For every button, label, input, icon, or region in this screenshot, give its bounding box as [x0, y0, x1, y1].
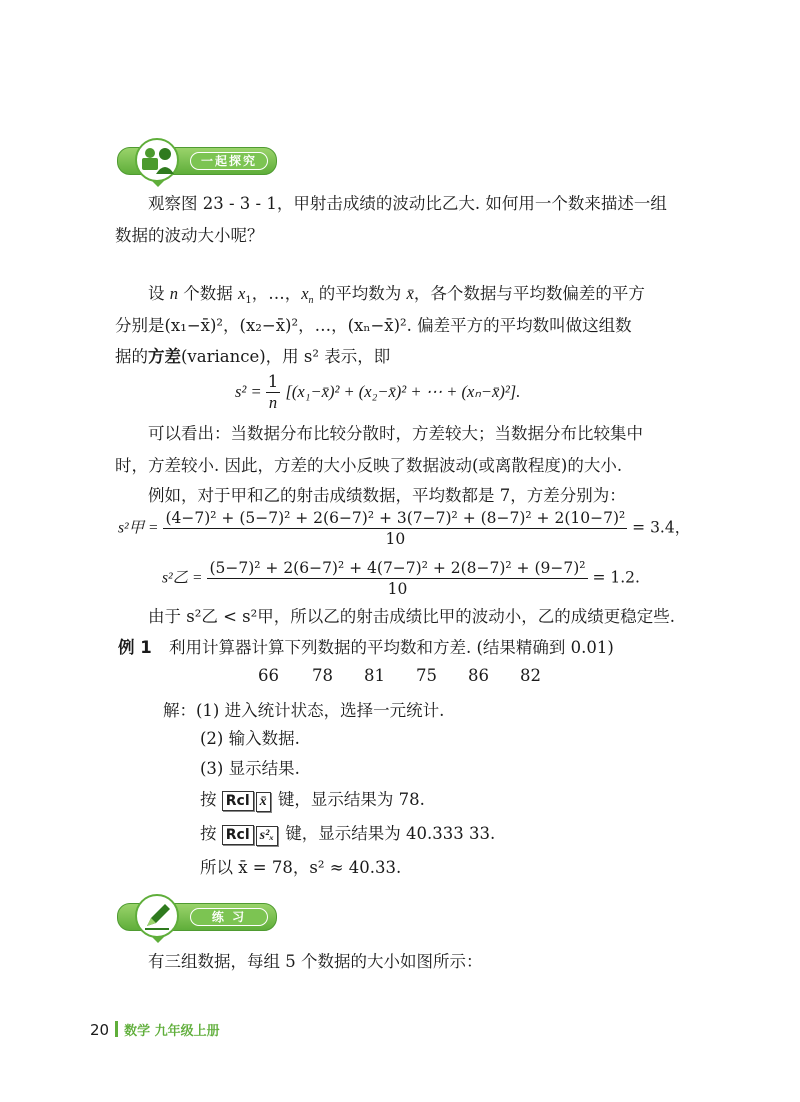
banner-label: 练 习 — [190, 908, 268, 926]
observation-line-2: 时，方差较小. 因此，方差的大小反映了数据波动(或离散程度)的大小. — [115, 456, 623, 475]
solution-step-3: (3) 显示结果. — [200, 759, 300, 778]
solution-step-1: 解：(1) 进入统计状态，选择一元统计. — [163, 701, 445, 720]
practice-text: 有三组数据，每组 5 个数据的大小如图所示： — [148, 952, 483, 971]
page-number: 20 — [90, 1021, 110, 1039]
data-value: 86 — [468, 666, 489, 685]
rcl-key: Rcl — [222, 791, 254, 811]
banner-label: 一起探究 — [190, 152, 268, 170]
data-value: 82 — [520, 666, 541, 685]
example-text: 利用计算器计算下列数据的平均数和方差. (结果精确到 0.01) — [168, 638, 614, 657]
variance-calc-jia: s²甲 = $\frac{\text{(4−7)² + (5−7)² + 2(6−7)² + 3(7−7)² + (8−7)² + 2(10−7)²}}{10}$ = 3.4， — [118, 509, 691, 548]
definition-line-2: 分别是(x₁−x̄)²，(x₂−x̄)²，…，(xₙ−x̄)². 偏差平方的平均数叫做这组数 — [115, 316, 632, 335]
rcl-key: Rcl — [222, 825, 254, 845]
variance-calc-yi: s²乙 = $\frac{\text{(5−7)² + 2(6−7)² + 4(7−7)² + 2(8−7)² + (9−7)²}}{10}$ = 1.2. — [162, 559, 640, 598]
pencil-icon — [135, 894, 179, 938]
solution-step-2: (2) 输入数据. — [200, 729, 300, 748]
definition-line-3: 据的方差(variance)，用 s² 表示，即 — [115, 347, 391, 366]
page-footer — [90, 1020, 220, 1039]
intro-line-1: 观察图 23 - 3 - 1，甲射击成绩的波动比乙大. 如何用一个数来描述一组 — [148, 194, 667, 213]
data-value: 75 — [416, 666, 437, 685]
variance-formula: s² = $\frac{1}{n}$ [(x₁−x̄)² + (x₂−x̄)² + ⋯ + (xₙ−x̄)²]. — [235, 372, 521, 412]
banner-pointer — [151, 180, 165, 187]
conclusion: 由于 s²乙 < s²甲，所以乙的射击成绩比甲的波动小，乙的成绩更稳定些. — [148, 607, 675, 626]
explore-banner — [117, 140, 277, 180]
solution-final: 所以 x̄ = 78，s² ≈ 40.33. — [200, 858, 402, 877]
data-values — [258, 666, 550, 685]
example-label: 例 1 — [118, 638, 152, 657]
solution-variance-line: 按 Rcl s²ₓ 键，显示结果为 40.333 33. — [200, 820, 495, 846]
intro-line-2: 数据的波动大小呢？ — [115, 226, 264, 245]
group-discussion-icon — [135, 138, 179, 182]
banner-pointer — [151, 936, 165, 943]
term-variance: 方差 — [148, 347, 181, 366]
practice-banner — [117, 896, 277, 936]
data-value: 66 — [258, 666, 279, 685]
observation-line-1: 可以看出：当数据分布比较分散时，方差较大；当数据分布比较集中 — [148, 424, 643, 443]
definition-line-1: 设 n 个数据 $x_1$，…，$x_n$ 的平均数为 x̄，各个数据与平均数偏差的平方 — [148, 284, 645, 306]
example-1 — [118, 636, 698, 660]
xbar-key: x̄ — [256, 792, 271, 812]
footer-divider — [115, 1021, 118, 1037]
book-title: 数学 九年级上册 — [124, 1024, 220, 1039]
data-value: 78 — [312, 666, 333, 685]
data-value: 81 — [364, 666, 385, 685]
solution-mean-line: 按 Rcl x̄ 键，显示结果为 78. — [200, 786, 425, 812]
example-intro: 例如，对于甲和乙的射击成绩数据，平均数都是 7，方差分别为： — [148, 486, 626, 505]
sx2-key: s²ₓ — [256, 826, 278, 846]
